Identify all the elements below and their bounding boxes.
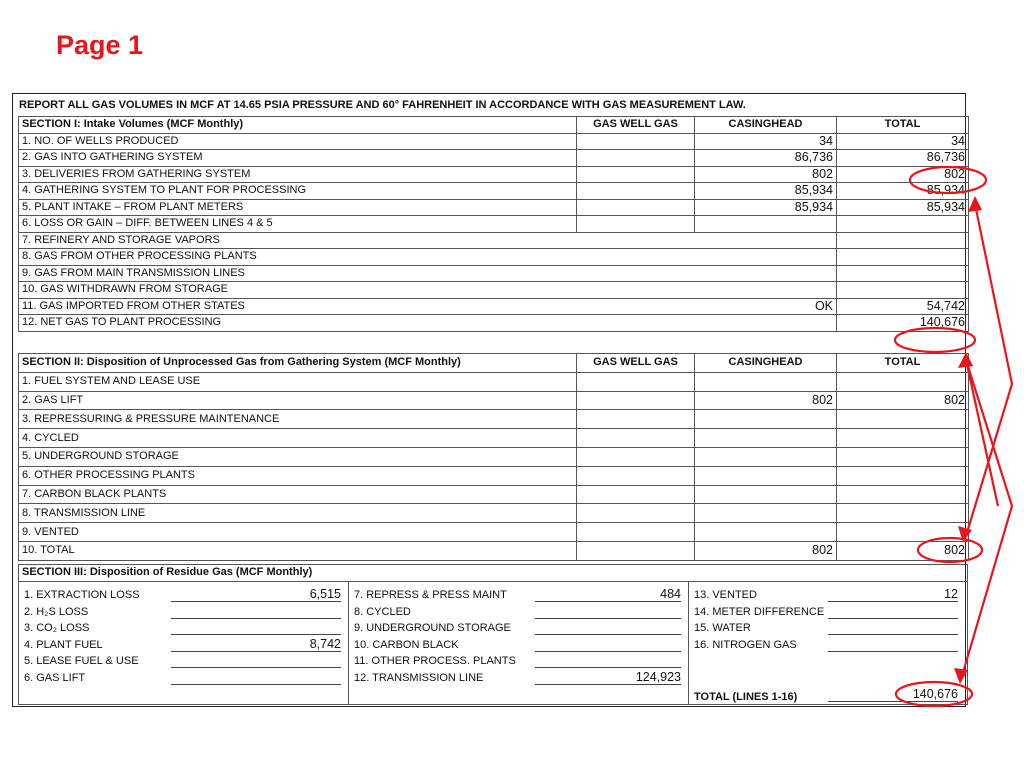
residue-total-value: 140,676 — [828, 687, 958, 702]
casinghead-cell — [695, 429, 837, 448]
residue-item-value — [828, 620, 958, 635]
residue-item-value — [828, 604, 958, 619]
residue-item-label: 5. LEASE FUEL & USE — [24, 655, 139, 668]
gas-well-cell — [577, 504, 695, 523]
residue-item-label: 3. CO₂ LOSS — [24, 622, 90, 635]
total-cell — [837, 466, 969, 485]
gas-report-form — [12, 93, 966, 707]
total-cell — [837, 216, 969, 233]
casinghead-cell — [695, 447, 837, 466]
table-row — [19, 216, 969, 233]
row-label: 1. NO. OF WELLS PRODUCED — [19, 133, 577, 150]
section1-col-header: CASINGHEAD — [695, 117, 837, 134]
section2-col-header: CASINGHEAD — [695, 354, 837, 373]
table-row — [19, 447, 969, 466]
residue-item-value: 484 — [535, 587, 681, 602]
section1-title: SECTION I: Intake Volumes (MCF Monthly) — [19, 117, 577, 134]
row-label: 10. GAS WITHDRAWN FROM STORAGE — [19, 282, 695, 299]
section3-col3 — [688, 581, 970, 704]
row-label: 1. FUEL SYSTEM AND LEASE USE — [19, 372, 577, 391]
casinghead-cell: 802 — [695, 541, 837, 560]
total-cell: 34 — [837, 133, 969, 150]
page-title: Page 1 — [56, 30, 144, 60]
table-row — [19, 504, 969, 523]
total-cell — [837, 249, 969, 266]
row-label: 9. VENTED — [19, 523, 577, 542]
table-row — [19, 249, 969, 266]
gas-well-cell — [577, 391, 695, 410]
gas-well-cell — [577, 429, 695, 448]
gas-well-cell — [577, 133, 695, 150]
total-cell: 802 — [837, 166, 969, 183]
gas-well-cell — [577, 485, 695, 504]
table-row — [19, 541, 969, 560]
section3-panel — [18, 581, 968, 705]
row-label: 5. UNDERGROUND STORAGE — [19, 447, 577, 466]
casinghead-cell — [695, 410, 837, 429]
arrow-line-3 — [966, 360, 998, 506]
casinghead-cell — [695, 216, 837, 233]
row-label: 5. PLANT INTAKE – FROM PLANT METERS — [19, 199, 577, 216]
table-row — [19, 315, 969, 332]
section3-col2 — [348, 581, 689, 704]
residue-item-label: 12. TRANSMISSION LINE — [354, 672, 484, 684]
row-label: 3. REPRESSURING & PRESSURE MAINTENANCE — [19, 410, 577, 429]
residue-item-value — [535, 637, 681, 652]
casinghead-cell: 85,934 — [695, 183, 837, 200]
residue-item-label: 11. OTHER PROCESS. PLANTS — [354, 655, 516, 668]
table-row — [19, 466, 969, 485]
total-cell — [837, 282, 969, 299]
total-cell: 802 — [837, 541, 969, 560]
row-label: 2. GAS INTO GATHERING SYSTEM — [19, 150, 577, 167]
total-cell: 802 — [837, 391, 969, 410]
residue-item-label: 15. WATER — [694, 622, 751, 635]
casinghead-cell — [695, 523, 837, 542]
row-label: 8. TRANSMISSION LINE — [19, 504, 577, 523]
row-label: 4. GATHERING SYSTEM TO PLANT FOR PROCESSING — [19, 183, 577, 200]
section2-title: SECTION II: Disposition of Unprocessed Gas from Gathering System (MCF Monthly) — [19, 354, 577, 373]
table-row — [19, 282, 969, 299]
casinghead-cell: 802 — [695, 391, 837, 410]
total-cell: 54,742 — [837, 298, 969, 315]
arrow-line-1 — [966, 204, 1012, 536]
section2-table — [18, 353, 969, 561]
casinghead-cell — [695, 372, 837, 391]
total-cell: 85,934 — [837, 183, 969, 200]
row-label: 2. GAS LIFT — [19, 391, 577, 410]
row-label: 9. GAS FROM MAIN TRANSMISSION LINES — [19, 265, 695, 282]
row-label: 6. OTHER PROCESSING PLANTS — [19, 466, 577, 485]
section1-col-header: TOTAL — [837, 117, 969, 134]
residue-item-value — [535, 604, 681, 619]
casinghead-cell: 86,736 — [695, 150, 837, 167]
casinghead-cell — [695, 265, 837, 282]
table-row — [19, 150, 969, 167]
residue-item-value — [171, 604, 341, 619]
casinghead-cell — [695, 504, 837, 523]
casinghead-cell: 85,934 — [695, 199, 837, 216]
table-row — [19, 133, 969, 150]
total-cell — [837, 485, 969, 504]
gas-well-cell — [577, 541, 695, 560]
residue-item-label: 13. VENTED — [694, 589, 757, 601]
total-cell — [837, 410, 969, 429]
casinghead-cell — [695, 485, 837, 504]
row-label: 7. CARBON BLACK PLANTS — [19, 485, 577, 504]
row-label: 7. REFINERY AND STORAGE VAPORS — [19, 232, 695, 249]
residue-item-label: 9. UNDERGROUND STORAGE — [354, 622, 511, 635]
row-label: 4. CYCLED — [19, 429, 577, 448]
section3-title: SECTION III: Disposition of Residue Gas (MCF Monthly) — [18, 564, 968, 582]
total-cell — [837, 447, 969, 466]
arrow-head-1 — [968, 196, 982, 212]
residue-item-label: 2. H₂S LOSS — [24, 605, 89, 618]
gas-well-cell — [577, 216, 695, 233]
gas-well-cell — [577, 447, 695, 466]
residue-item-value: 124,923 — [535, 670, 681, 685]
table-row — [19, 199, 969, 216]
residue-item-label: 7. REPRESS & PRESS MAINT — [354, 589, 507, 601]
residue-item-value — [535, 653, 681, 668]
row-label: 8. GAS FROM OTHER PROCESSING PLANTS — [19, 249, 695, 266]
casinghead-cell — [695, 282, 837, 299]
total-cell — [837, 232, 969, 249]
total-cell — [837, 372, 969, 391]
section2-col-header: TOTAL — [837, 354, 969, 373]
form-header: REPORT ALL GAS VOLUMES IN MCF AT 14.65 PSIA PRESSURE AND 60° FAHRENHEIT IN ACCORDANCE WITH GAS MEASUREMENT LAW. — [19, 99, 746, 111]
table-row — [19, 429, 969, 448]
residue-item-label: 16. NITROGEN GAS — [694, 638, 797, 651]
table-row — [19, 166, 969, 183]
table-row — [19, 298, 969, 315]
section3-col1 — [19, 581, 348, 704]
gas-well-cell — [577, 150, 695, 167]
residue-item-value — [828, 637, 958, 652]
residue-item-label: 8. CYCLED — [354, 605, 411, 618]
section1-col-header: GAS WELL GAS — [577, 117, 695, 134]
section2-col-header: GAS WELL GAS — [577, 354, 695, 373]
residue-item-value — [535, 620, 681, 635]
table-row — [19, 265, 969, 282]
residue-item-label: 6. GAS LIFT — [24, 672, 86, 684]
residue-item-value: 8,742 — [171, 637, 341, 652]
total-cell — [837, 523, 969, 542]
residue-item-label: 14. METER DIFFERENCE — [694, 605, 825, 618]
residue-total-label: TOTAL (LINES 1-16) — [694, 691, 798, 703]
gas-well-cell — [577, 166, 695, 183]
residue-item-value — [171, 620, 341, 635]
table-row — [19, 183, 969, 200]
casinghead-cell: OK — [695, 298, 837, 315]
total-cell — [837, 504, 969, 523]
table-row — [19, 232, 969, 249]
total-cell: 86,736 — [837, 150, 969, 167]
gas-well-cell — [577, 372, 695, 391]
row-label: 11. GAS IMPORTED FROM OTHER STATES — [19, 298, 695, 315]
residue-item-value — [171, 670, 341, 685]
table-row — [19, 523, 969, 542]
row-label: 12. NET GAS TO PLANT PROCESSING — [19, 315, 695, 332]
row-label: 6. LOSS OR GAIN – DIFF. BETWEEN LINES 4 & 5 — [19, 216, 577, 233]
row-label: 10. TOTAL — [19, 541, 577, 560]
residue-item-label: 10. CARBON BLACK — [354, 638, 459, 651]
gas-well-cell — [577, 523, 695, 542]
total-cell — [837, 265, 969, 282]
row-label: 3. DELIVERIES FROM GATHERING SYSTEM — [19, 166, 577, 183]
gas-well-cell — [577, 183, 695, 200]
residue-item-value — [171, 653, 341, 668]
table-row — [19, 410, 969, 429]
casinghead-cell: 802 — [695, 166, 837, 183]
residue-item-label: 4. PLANT FUEL — [24, 638, 103, 651]
gas-well-cell — [577, 410, 695, 429]
gas-well-cell — [577, 199, 695, 216]
total-cell: 140,676 — [837, 315, 969, 332]
residue-item-label: 1. EXTRACTION LOSS — [24, 589, 140, 601]
casinghead-cell: 34 — [695, 133, 837, 150]
residue-item-value: 6,515 — [171, 587, 341, 602]
section1-table — [18, 116, 969, 332]
casinghead-cell — [695, 315, 837, 332]
gas-well-cell — [577, 466, 695, 485]
casinghead-cell — [695, 466, 837, 485]
casinghead-cell — [695, 249, 837, 266]
residue-item-value: 12 — [828, 587, 958, 602]
total-cell: 85,934 — [837, 199, 969, 216]
total-cell — [837, 429, 969, 448]
table-row — [19, 391, 969, 410]
table-row — [19, 372, 969, 391]
casinghead-cell — [695, 232, 837, 249]
table-row — [19, 485, 969, 504]
